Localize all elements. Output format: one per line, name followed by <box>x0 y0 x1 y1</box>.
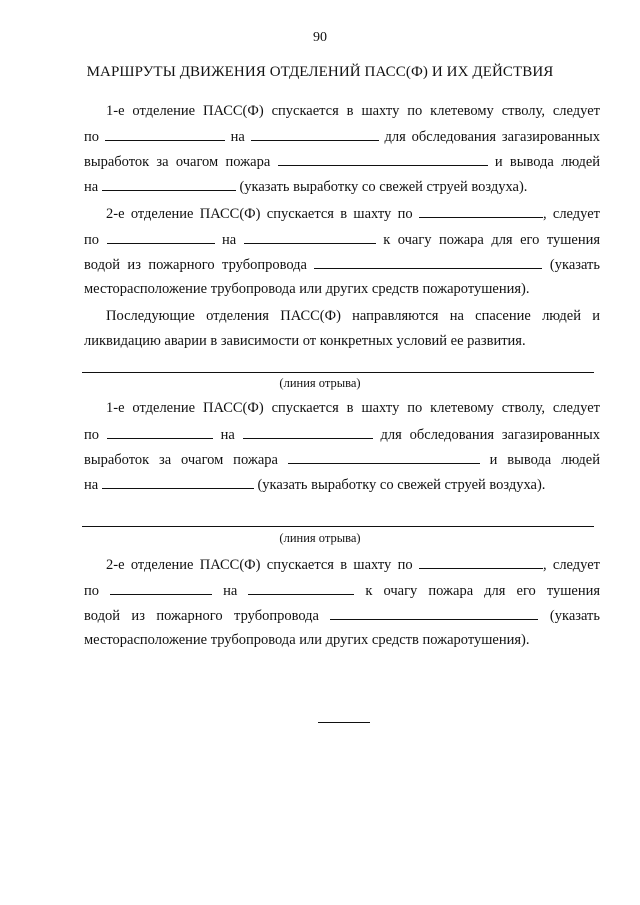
paragraph-start: 2-е отделение ПАСС(Ф) спускается в шахту по <box>106 206 413 222</box>
form-line <box>106 205 600 223</box>
tear-line <box>82 372 594 373</box>
blank-field-po[interactable] <box>110 582 212 595</box>
blank-field-po[interactable] <box>105 128 225 141</box>
paragraph-line: месторасположение трубопровода или других средств пожаротушения). <box>84 281 530 297</box>
tear-line <box>82 526 594 527</box>
label-evacuation: и вывода людей <box>494 154 601 170</box>
paragraph-line: 1-е отделение ПАСС(Ф) спускается в шахту по клетевому стволу, следует <box>106 103 600 119</box>
paragraph-line: 1-е отделение ПАСС(Ф) спускается в шахту по клетевому стволу, следует <box>106 400 600 416</box>
blank-field-na[interactable] <box>243 426 373 439</box>
label-po: по <box>84 583 100 599</box>
label-na: на <box>220 427 235 443</box>
label-workings: выработок за очагом пожара <box>84 154 271 170</box>
form-line <box>84 607 600 625</box>
label-evacuation: и вывода людей <box>489 452 600 468</box>
form-line <box>84 153 600 171</box>
form-line <box>84 426 600 444</box>
label-na: на <box>84 179 99 195</box>
label-follows: , следует <box>542 557 601 573</box>
label-follows: , следует <box>542 206 601 222</box>
page-number: 90 <box>313 30 327 45</box>
blank-field-workings[interactable] <box>288 451 480 464</box>
paragraph-line: ликвидацию аварии в зависимости от конкретных условий ее развития. <box>84 333 526 349</box>
tear-line-label: (линия отрыва) <box>279 376 361 390</box>
tear-line-label: (линия отрыва) <box>279 531 361 545</box>
form-line <box>84 582 600 600</box>
hint-text: (указать выработку со свежей струей воздуха). <box>257 477 546 493</box>
label-po: по <box>84 232 100 248</box>
blank-field-fresh-air[interactable] <box>102 178 236 191</box>
blank-field-fresh-air[interactable] <box>102 476 254 489</box>
label-na: на <box>84 477 99 493</box>
form-line <box>84 476 545 494</box>
paragraph-line: месторасположение трубопровода или других средств пожаротушения). <box>84 632 530 648</box>
form-line <box>84 178 527 196</box>
form-line <box>84 231 600 249</box>
paragraph-line: Последующие отделения ПАСС(Ф) направляются на спасение людей и <box>106 308 600 324</box>
blank-field-na[interactable] <box>248 582 354 595</box>
label-purpose: для обследования загазированных <box>380 427 601 443</box>
form-line <box>84 128 600 146</box>
end-rule <box>318 722 370 723</box>
blank-field-pipeline[interactable] <box>330 607 538 620</box>
label-purpose: для обследования загазированных <box>384 129 601 145</box>
paragraph-start: 2-е отделение ПАСС(Ф) спускается в шахту по <box>106 557 413 573</box>
label-na: на <box>230 129 245 145</box>
hint-text: (указать выработку со свежей струей воздуха). <box>239 179 528 195</box>
label-na: на <box>223 583 238 599</box>
hint-text: (указать <box>549 257 600 273</box>
blank-field-shaft[interactable] <box>419 556 543 569</box>
label-na: на <box>222 232 237 248</box>
blank-field-workings[interactable] <box>278 153 488 166</box>
blank-field-na[interactable] <box>244 231 376 244</box>
label-po: по <box>84 427 100 443</box>
blank-field-pipeline[interactable] <box>314 256 542 269</box>
blank-field-na[interactable] <box>251 128 379 141</box>
page-title: МАРШРУТЫ ДВИЖЕНИЯ ОТДЕЛЕНИЙ ПАСС(Ф) И ИХ ДЕЙСТВИЯ <box>86 64 554 80</box>
label-pipeline: водой из пожарного трубопровода <box>84 257 307 273</box>
label-pipeline: водой из пожарного трубопровода <box>84 608 319 624</box>
label-po: по <box>84 129 100 145</box>
form-line <box>106 556 600 574</box>
blank-field-shaft[interactable] <box>419 205 543 218</box>
blank-field-po[interactable] <box>107 426 213 439</box>
hint-text: (указать <box>549 608 600 624</box>
label-fire-source: к очагу пожара для его тушения <box>383 232 601 248</box>
blank-field-po[interactable] <box>107 231 215 244</box>
form-line <box>84 256 600 274</box>
label-fire-source: к очагу пожара для его тушения <box>365 583 601 599</box>
label-workings: выработок за очагом пожара <box>84 452 278 468</box>
form-line <box>84 451 600 469</box>
